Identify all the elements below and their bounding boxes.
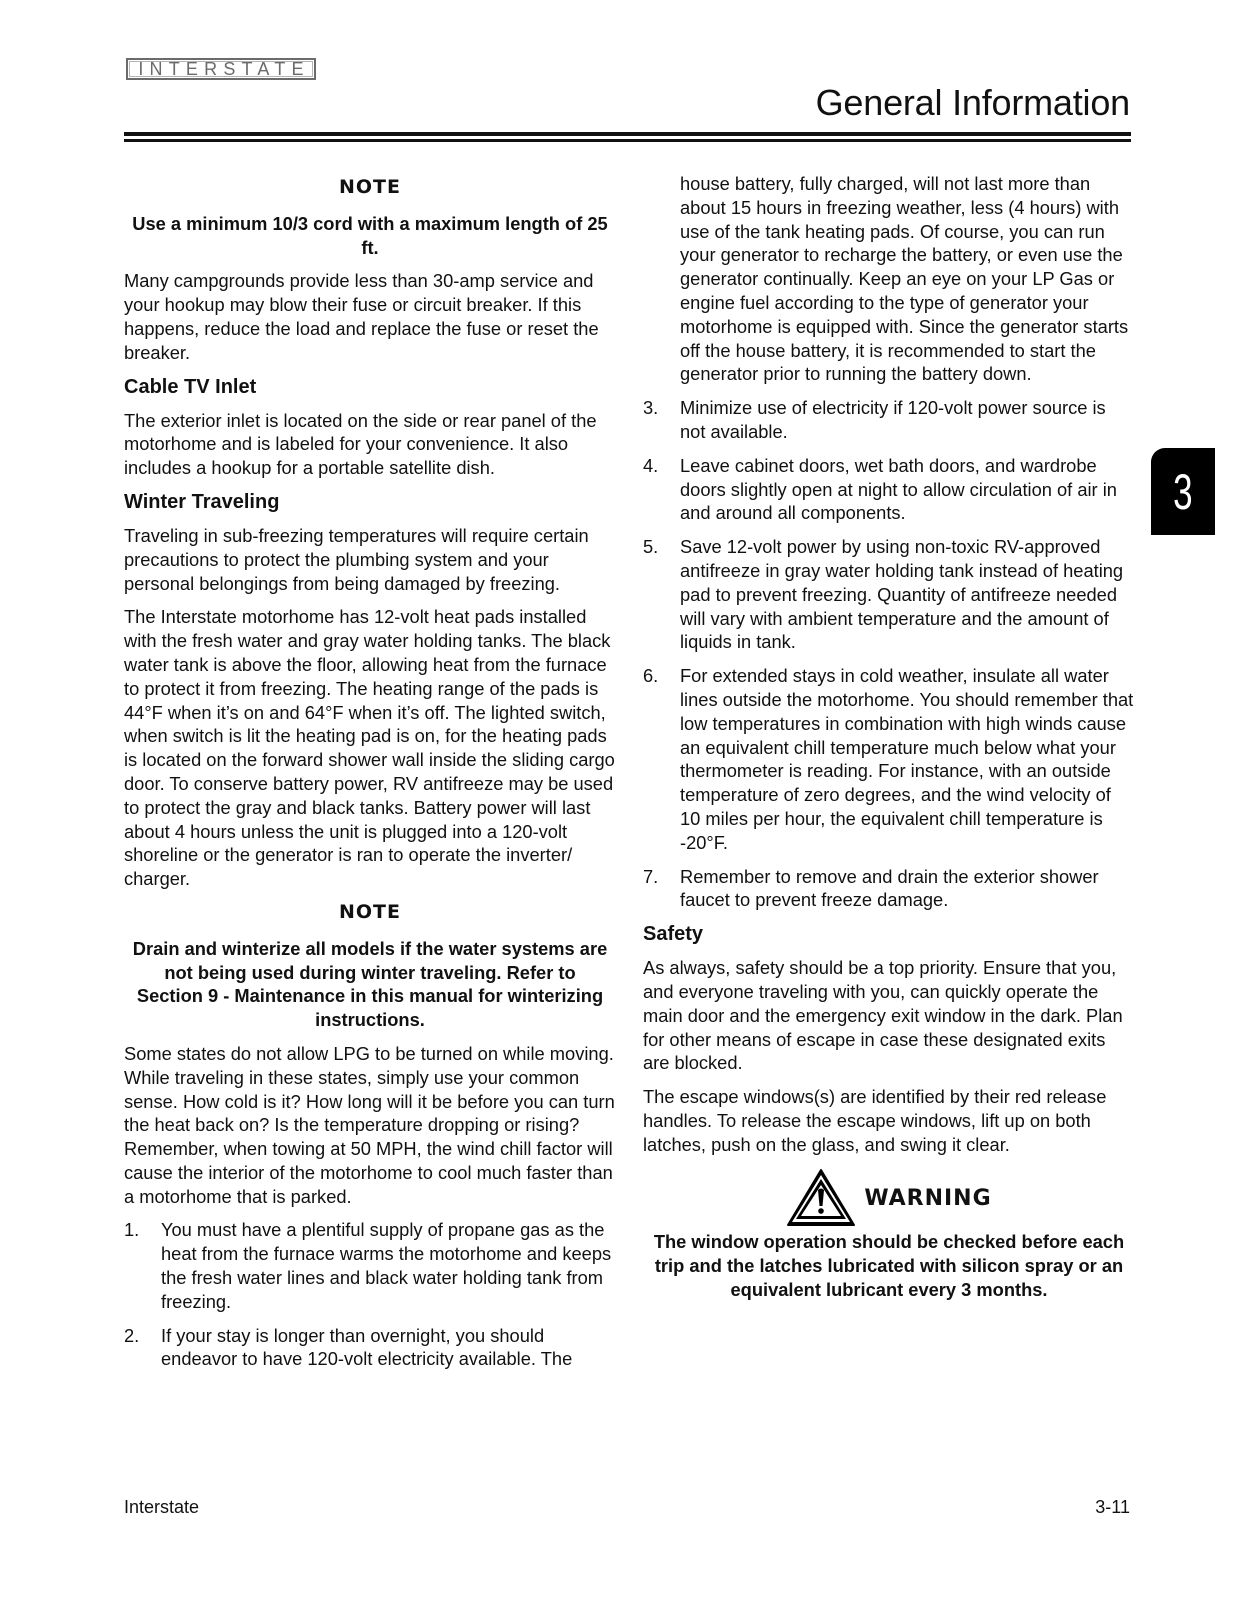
list-number: 4. (643, 454, 659, 476)
list-text: Remember to remove and drain the exterior shower faucet to prevent freeze damage. (680, 865, 1099, 911)
list-item (643, 396, 1135, 444)
paragraph-safety: As always, safety should be a top priority. Ensure that you, and everyone traveling with you, can quickly operate the main door and the emergency exit window in the dark. Plan for other means of escape in case these designated exits are blocked. (643, 957, 1123, 1074)
paragraph-winter-intro: Traveling in sub-freezing temperatures will require certain precautions to protect the plumbing system and your personal belongings from being damaged by freezing. (124, 524, 589, 594)
chapter-number: 3 (1173, 463, 1193, 520)
list-item (643, 664, 1135, 854)
list-number: 3. (643, 397, 659, 419)
note-body: Use a minimum 10/3 cord with a maximum length of 25 ft. (132, 212, 608, 258)
warning-header (643, 1168, 1135, 1228)
winter-tips-list (124, 1218, 616, 1371)
list-text: For extended stays in cold weather, insulate all water lines outside the motorhome. You should remember that low temperatures in combination with high winds cause an equivalent chill temperature much below what your thermometer is reading. For instance, with an outside temperature of zero degrees, and the wind velocity of 10 miles per hour, the equivalent chill temperature is -20°F. (680, 665, 1134, 853)
footer-brand: Interstate (124, 1497, 200, 1517)
note-title: NOTE (339, 900, 401, 923)
paragraph-lpg: Some states do not allow LPG to be turned on while moving. While traveling in these states, simply use your common sense. How cold is it? How long will it be before you can turn the heat back on? Is the temperature dropping or rising? Remember, when towing at 50 MPH, the wind chill factor will cause the interior of the motorhome to cool much faster than a motorhome that is parked. (124, 1042, 615, 1207)
list-item (643, 865, 1135, 913)
list-item (643, 535, 1135, 654)
section-heading-cable-tv: Cable TV Inlet (124, 375, 257, 398)
section-heading-safety: Safety (643, 923, 704, 946)
list-text: Minimize use of electricity if 120-volt power source is not available. (680, 397, 1106, 442)
right-column (643, 172, 1135, 1312)
paragraph-heat-pads: The Interstate motorhome has 12-volt heat pads installed with the fresh water and gray water holding tanks. The black water tank is above the floor, allowing heat from the furnace to protect it from freezing. The heating range of the pads is 44°F when it’s on and 64°F when it’s off. The lighted switch, when switch is lit the heating pad is on, for the heating pads is located on the forward shower wall inside the sliding cargo door. To conserve battery power, RV antifreeze may be used to protect the gray and black tanks. Battery power will last about 4 hours unless the unit is plugged into a 120-volt shoreline or the generator is ran to operate the inverter/ charger. (124, 606, 615, 890)
note-title: NOTE (339, 176, 401, 198)
list-item (124, 1218, 616, 1313)
warning-title: WARNING (864, 1185, 992, 1211)
paragraph-campgrounds: Many campgrounds provide less than 30-amp service and your hookup may blow their fuse or circuit breaker. If this happens, reduce the load and replace the fuse or reset the breaker. (124, 270, 599, 363)
paragraph-escape-windows: The escape windows(s) are identified by their red release handles. To release the escape windows, lift up on both latches, push on the glass, and swing it clear. (643, 1086, 1107, 1155)
brand-logo: INTERSTATE (126, 58, 316, 80)
list-text: Leave cabinet doors, wet bath doors, and wardrobe doors slightly open at night to allow circulation of air in and around all components. (680, 454, 1117, 524)
winter-tips-list-continued (643, 396, 1135, 912)
list-text: If your stay is longer than overnight, you should endeavor to have 120-volt electricity available. The (161, 1324, 573, 1370)
list-item (643, 454, 1135, 525)
note-body: Drain and winterize all models if the water systems are not being used during winter traveling. Refer to Section 9 - Maintenance in this manual for winterizing instructions. (132, 937, 608, 1031)
list-number: 7. (643, 865, 659, 887)
chapter-tab (1151, 448, 1215, 535)
header-rule-bottom (124, 139, 1131, 142)
section-heading-winter-traveling: Winter Traveling (124, 490, 280, 513)
list-text: You must have a plentiful supply of propane gas as the heat from the furnace warms the motorhome and keeps the fresh water lines and black water holding tank from freezing. (161, 1219, 612, 1312)
warning-body: The window operation should be checked before each trip and the latches lubricated with silicon spray or an equivalent lubricant every 3 months. (653, 1231, 1125, 1301)
left-column (124, 172, 616, 1381)
list-number: 6. (643, 665, 659, 687)
page-title: General Information (815, 82, 1130, 123)
list-text: Save 12-volt power by using non-toxic RV-approved antifreeze in gray water holding tank instead of heating pad to prevent freezing. Quantity of antifreeze needed will vary with ambient temperature and the amount of liquids in tank. (680, 536, 1124, 653)
header-rule-top (124, 132, 1131, 136)
paragraph-cable-tv: The exterior inlet is located on the side or rear panel of the motorhome and is labeled for your convenience. It also includes a hookup for a portable satellite dish. (124, 409, 597, 479)
warning-triangle-icon (786, 1168, 856, 1228)
list-number: 2. (124, 1324, 140, 1346)
list-number: 1. (124, 1219, 140, 1241)
page-number: 3-11 (1095, 1497, 1130, 1517)
list-continuation: house battery, fully charged, will not last more than about 15 hours in freezing weather, less (4 hours) with use of the tank heating pads. Of course, you can run your generator to recharge the battery, or even use the generator continually. Keep an eye on your LP Gas or engine fuel according to the type of generator your motorhome is equipped with. Since the generator starts off the house battery, it is recommended to start the generator prior to running the battery down. (680, 173, 1129, 385)
list-item (124, 1324, 616, 1372)
list-number: 5. (643, 536, 659, 558)
